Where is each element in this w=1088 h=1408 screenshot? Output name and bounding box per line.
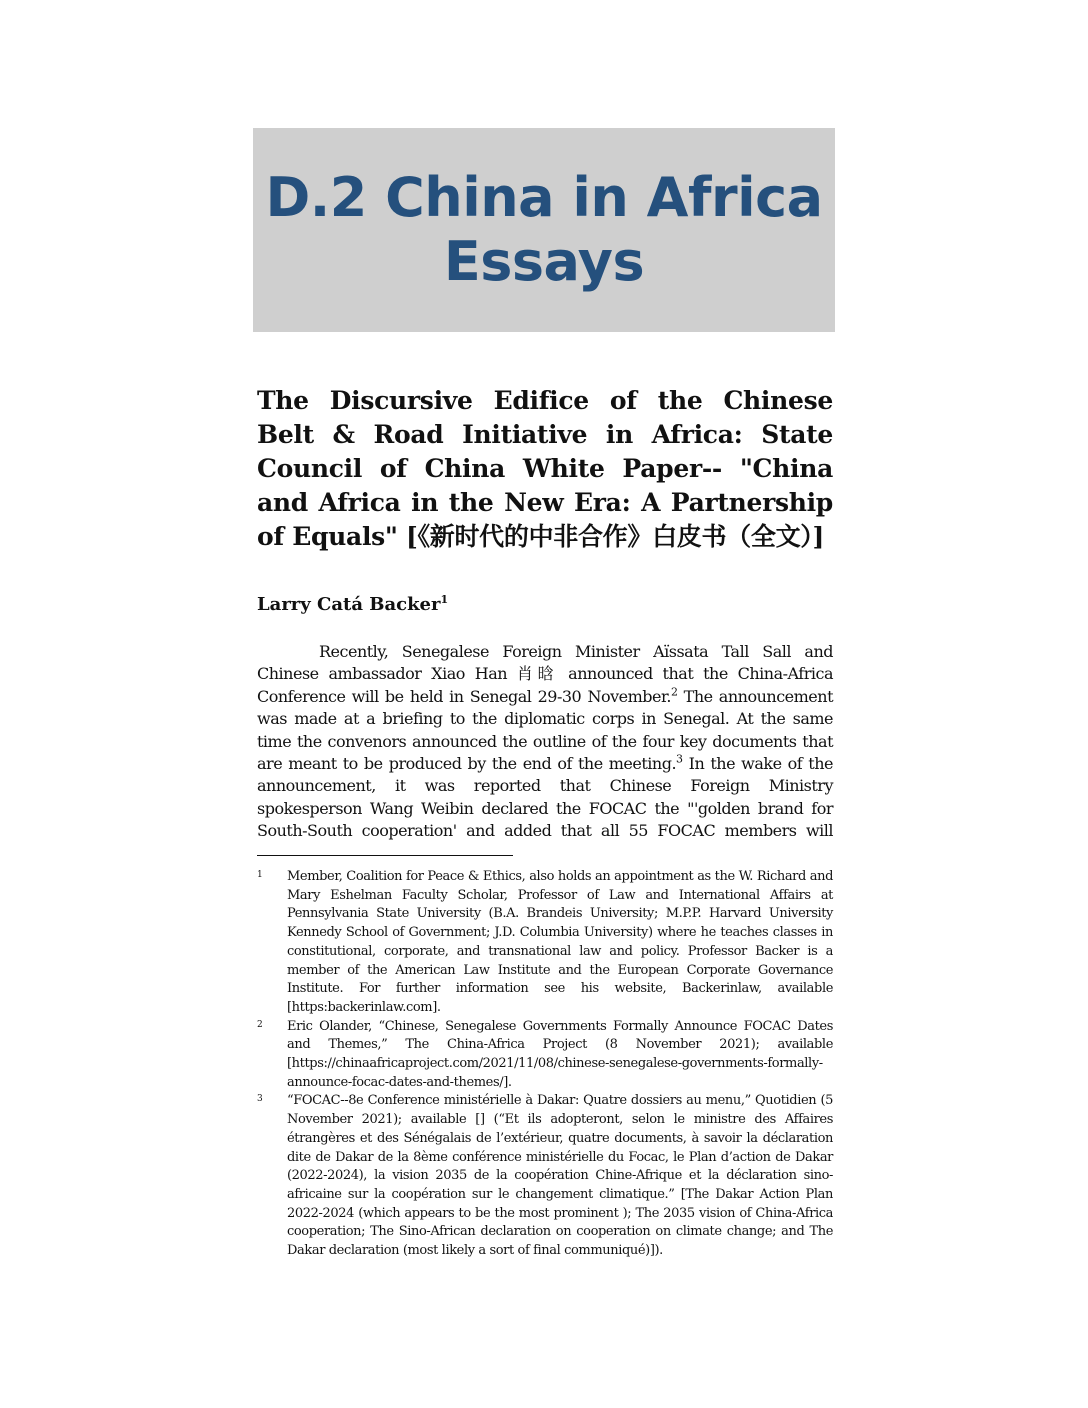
footnote-separator <box>257 855 513 856</box>
footnote-text: “FOCAC--8e Conference ministérielle à Dakar: Quatre dossiers au menu,” Quotidien (5 November 2021); available [] (“Et ils adopteront, selon le ministre des Affaires étrangères et des Sénégalais de l’extérieur, quatre documents, à savoir la déclaration dite de Dakar de la 8ème conférence ministérielle du Focac, le Plan d’action de Dakar (2022-2024), la vision 2035 de la coopération Chine-Afrique et la déclaration sino-africaine sur la coopération sur le changement climatique.” [The Dakar Action Plan 2022-2024 (which appears to be the most prominent ); The 2035 vision of China-Africa cooperation; The Sino-African declaration on cooperation on climate change; and The Dakar declaration (most likely a sort of final communiqué)]). <box>287 1093 833 1259</box>
footnote-ref-3[interactable]: 3 <box>676 752 683 766</box>
article-title: The Discursive Edifice of the Chinese Belt & Road Initiative in Africa: State Council of China White Paper-- "China and Africa in the New Era: A Partnership of Equals" [《新时代的中非合作》白皮书（全文）] <box>257 386 833 551</box>
section-title-line-2: Essays <box>443 230 645 293</box>
author-line <box>257 590 448 620</box>
footnote-2 <box>257 1018 833 1093</box>
footnote-ref-2[interactable]: 2 <box>670 685 678 699</box>
section-title-line-1: D.2 China in Africa <box>265 166 823 229</box>
author-name: Larry Catá Backer <box>257 594 441 615</box>
body-text-part-1: Recently, Senegalese Foreign Minister Aïssata Tall Sall and Chinese ambassador Xiao Han 肖晗 announced that the China-Africa Conference will be held in Senegal 29-30 November. <box>257 642 833 706</box>
body-text-part-3: In the wake of the announcement, it was reported that Chinese Foreign Ministry spokesperson Wang Weibin declared the FOCAC the "'golden brand for South-South cooperation' and added that all 55 FOCAC members will <box>257 754 833 841</box>
footnote-ref-1[interactable]: 1 <box>440 593 449 606</box>
footnote-number: 3 <box>257 1094 263 1105</box>
footnote-number: 1 <box>257 870 263 880</box>
body-paragraph <box>257 641 833 843</box>
footnote-number: 2 <box>257 1019 263 1030</box>
footnote-3 <box>257 1092 833 1260</box>
section-banner <box>253 128 835 332</box>
footnote-1 <box>257 868 833 1018</box>
body-text-part-2: The announcement was made at a briefing to the diplomatic corps in Senegal. At the same time the convenors announced the outline of the four key documents that are meant to be produced by the end of the meeting. <box>257 686 833 774</box>
footnotes <box>257 868 833 1261</box>
footnote-text: Member, Coalition for Peace & Ethics, also holds an appointment as the W. Richard and Mary Eshelman Faculty Scholar, Professor of Law and International Affairs at Pennsylvania State University (B.A. Brandeis University; M.P.P. Harvard University Kennedy School of Government; J.D. Columbia University) where he teaches classes in constitutional, corporate, and transnational law and policy. Professor Backer is a member of the American Law Institute and the European Corporate Governance Institute. For further information see his website, Backerinlaw, available [https:backerinlaw.com]. <box>287 869 833 1015</box>
footnote-text: Eric Olander, “Chinese, Senegalese Governments Formally Announce FOCAC Dates and Themes,” The China-Africa Project (8 November 2021); available [https://chinaafricaproject.com/2021/11/08/chinese-senegalese-governments-formally-announce-focac-dates-and-themes/]. <box>287 1018 833 1090</box>
